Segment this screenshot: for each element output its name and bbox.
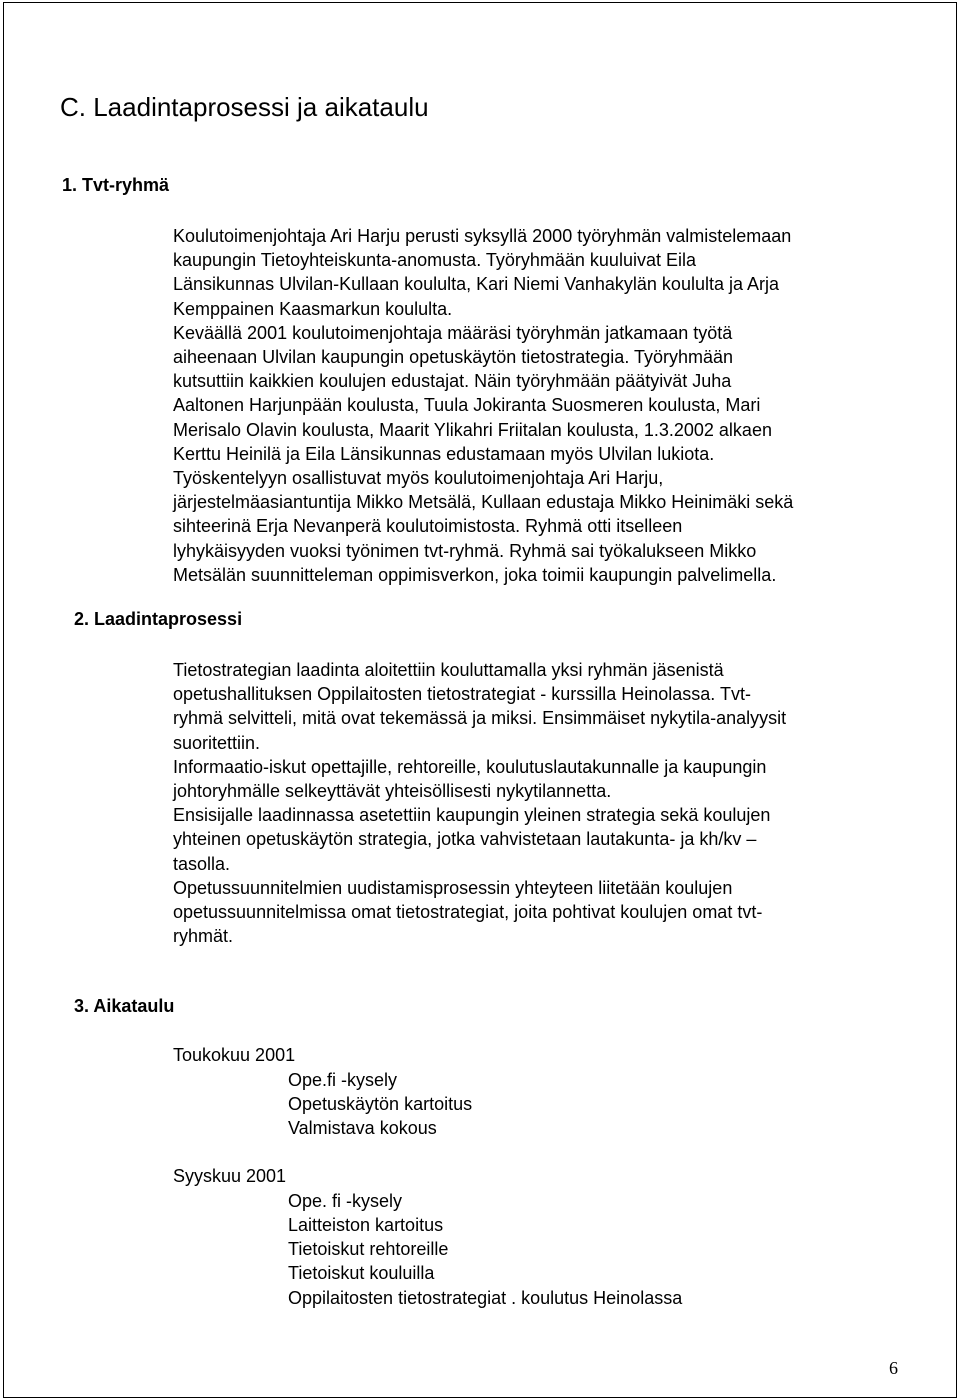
schedule-month: Toukokuu 2001 <box>173 1045 296 1065</box>
paragraph-line: ryhmä selvitteli, mitä ovat tekemässä ja miksi. Ensimmäiset nykytila-analyysit <box>173 708 787 729</box>
paragraph-line: Keväällä 2001 koulutoimenjohtaja määräsi työryhmän jatkamaan työtä <box>173 322 733 343</box>
schedule-month: Syyskuu 2001 <box>173 1166 287 1186</box>
schedule-item: Tietoiskut rehtoreille <box>288 1239 449 1259</box>
paragraph-line: Ensisijalle laadinnassa asetettiin kaupungin yleinen strategia sekä koulujen <box>173 805 771 826</box>
section-heading-schedule: 3. Aikataulu <box>74 996 175 1016</box>
paragraph-line: tasolla. <box>173 853 231 874</box>
paragraph-line: Kerttu Heinilä ja Eila Länsikunnas edustamaan myös Ulvilan lukiota. <box>173 443 715 464</box>
paragraph-line: Kemppainen Kaasmarkun koululta. <box>173 298 453 319</box>
schedule-item: Oppilaitosten tietostrategiat . koulutus Heinolassa <box>288 1288 683 1308</box>
paragraph-line: opetushallituksen Oppilaitosten tietostrategiat - kurssilla Heinolassa. Tvt- <box>173 684 751 705</box>
schedule-item: Tietoiskut kouluilla <box>288 1263 435 1283</box>
schedule-item: Ope.fi -kysely <box>288 1070 398 1090</box>
page-title: C. Laadintaprosessi ja aikataulu <box>60 92 429 122</box>
paragraph-line: kutsuttiin kaikkien koulujen edustajat. Näin työryhmään päätyivät Juha <box>173 371 732 392</box>
paragraph-line: Tietostrategian laadinta aloitettiin kouluttamalla yksi ryhmän jäsenistä <box>173 660 724 680</box>
paragraph-line: kaupungin Tietoyhteiskunta-anomusta. Työryhmään kuuluivat Eila <box>173 250 696 271</box>
schedule-item: Ope. fi -kysely <box>288 1191 403 1211</box>
paragraph-line: Työskentelyyn osallistuvat myös koulutoimenjohtaja Ari Harju, <box>173 468 664 489</box>
section-body-process <box>173 658 786 948</box>
paragraph-line: sihteerinä Erja Nevanperä koulutoimistosta. Ryhmä otti itselleen <box>173 516 683 537</box>
schedule-item: Opetuskäytön kartoitus <box>288 1094 473 1114</box>
paragraph-line: Opetussuunnitelmien uudistamisprosessin yhteyteen liitetään koulujen <box>173 877 733 898</box>
paragraph-line: Informaatio-iskut opettajille, rehtoreille, koulutuslautakunnalle ja kaupungin <box>173 756 767 777</box>
paragraph-line: Koulutoimenjohtaja Ari Harju perusti syksyllä 2000 työryhmän valmistelemaan <box>173 226 792 246</box>
paragraph-line: yhteinen opetuskäytön strategia, jotka vahvistetaan lautakunta- ja kh/kv – <box>173 829 757 850</box>
paragraph-line: ryhmät. <box>173 926 234 947</box>
schedule-item: Laitteiston kartoitus <box>288 1215 444 1235</box>
paragraph-line: johtoryhmälle selkeyttävät yhteisöllisesti nykytilannetta. <box>173 781 612 802</box>
paragraph-line: aiheenaan Ulvilan kaupungin opetuskäytön tietostrategia. Työryhmään <box>173 347 734 368</box>
paragraph-line: lyhykäisyyden vuoksi työnimen tvt-ryhmä. Ryhmä sai työkalukseen Mikko <box>173 540 757 561</box>
paragraph-line: opetussuunnitelmissa omat tietostrategiat, joita pohtivat koulujen omat tvt- <box>173 902 763 923</box>
page-number: 6 <box>889 1358 898 1378</box>
paragraph-line: Merisalo Olavin koulusta, Maarit Ylikahri Friitalan koulusta, 1.3.2002 alkaen <box>173 419 772 440</box>
section-body-tvt <box>173 224 793 587</box>
section-heading-process: 2. Laadintaprosessi <box>74 609 243 629</box>
paragraph-line: suoritettiin. <box>173 732 261 753</box>
paragraph-line: Länsikunnas Ulvilan-Kullaan koululta, Kari Niemi Vanhakylän koululta ja Arja <box>173 274 779 295</box>
section-heading-tvt: 1. Tvt-ryhmä <box>62 175 170 195</box>
paragraph-line: Aaltonen Harjunpään koulusta, Tuula Jokiranta Suosmeren koulusta, Mari <box>173 395 761 416</box>
schedule-item: Valmistava kokous <box>288 1118 437 1138</box>
paragraph-line: Metsälän suunnitteleman oppimisverkon, joka toimii kaupungin palvelimella. <box>173 564 777 585</box>
paragraph-line: järjestelmäasiantuntija Mikko Metsälä, Kullaan edustaja Mikko Heinimäki sekä <box>173 492 794 513</box>
